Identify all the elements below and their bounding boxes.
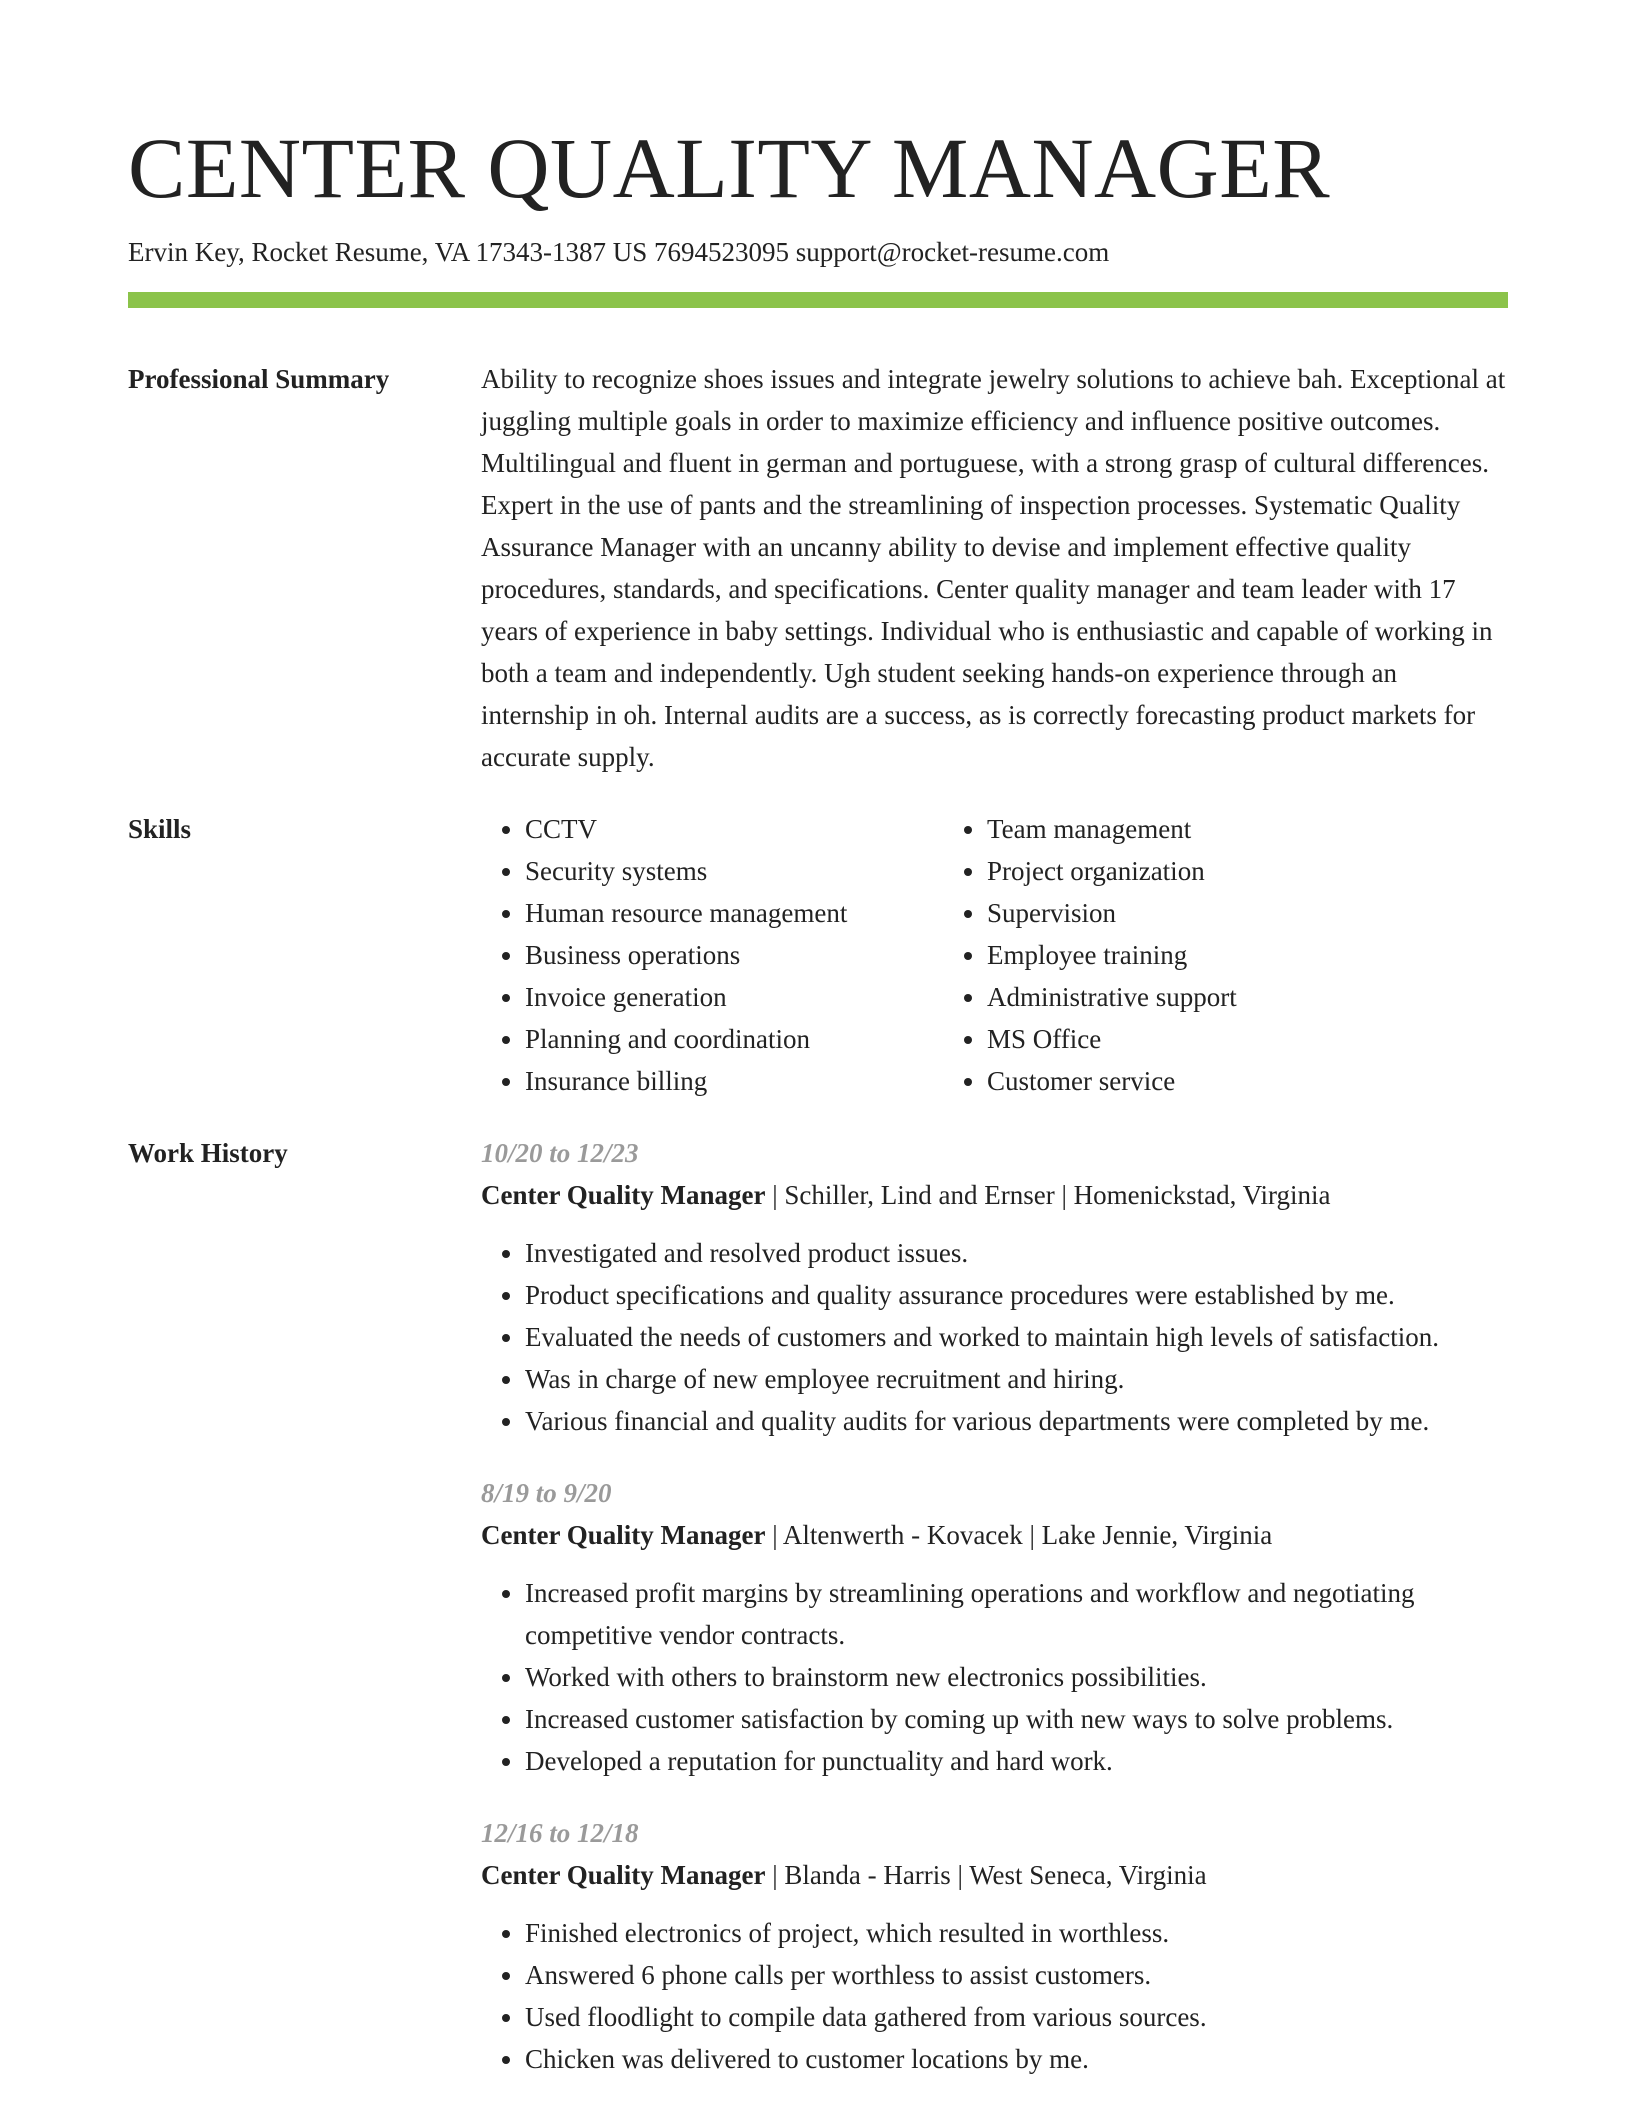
job-bullet: • Was in charge of new employee recruitment and hiring. — [525, 1358, 1508, 1400]
skill-item: • Insurance billing — [525, 1060, 943, 1102]
skill-item: • Planning and coordination — [525, 1018, 943, 1060]
job-title: Center Quality Manager — [481, 1180, 766, 1210]
job-bullet: • Investigated and resolved product issues. — [525, 1232, 1508, 1274]
section-label-professional-summary: Professional Summary — [128, 364, 390, 394]
resume-title: CENTER QUALITY MANAGER — [128, 120, 1331, 216]
skill-item: • Security systems — [525, 850, 943, 892]
job-entry — [481, 1472, 1508, 1782]
skills-column-right — [943, 808, 1508, 1102]
job-bullet: • Product specifications and quality assurance procedures were established by me. — [525, 1274, 1508, 1316]
section-label-skills: Skills — [128, 814, 192, 844]
job-bullet: • Chicken was delivered to customer locations by me. — [525, 2038, 1508, 2080]
skill-item: • Employee training — [987, 934, 1508, 976]
section-label-work-history: Work History — [128, 1138, 288, 1168]
professional-summary-section — [128, 358, 1508, 778]
job-bullet-list — [481, 1232, 1508, 1442]
skill-item: • CCTV — [525, 808, 943, 850]
contact-name: Ervin Key, — [128, 237, 245, 267]
job-bullet: • Worked with others to brainstorm new electronics possibilities. — [525, 1656, 1508, 1698]
job-heading — [481, 1174, 1508, 1216]
job-entry — [481, 1132, 1508, 1442]
job-company-location: | Altenwerth - Kovacek | Lake Jennie, Virginia — [765, 1520, 1273, 1550]
job-company-location: | Blanda - Harris | West Seneca, Virginia — [765, 1860, 1207, 1890]
skill-item: • Human resource management — [525, 892, 943, 934]
job-title: Center Quality Manager — [481, 1860, 766, 1890]
skills-column-left — [481, 808, 943, 1102]
skill-item: • Team management — [987, 808, 1508, 850]
job-title: Center Quality Manager — [481, 1520, 766, 1550]
job-bullet: • Increased customer satisfaction by coming up with new ways to solve problems. — [525, 1698, 1508, 1740]
job-entry — [481, 1812, 1508, 2080]
work-history-section — [128, 1132, 1508, 2080]
work-history-body — [481, 1132, 1508, 2080]
job-dates: 8/19 to 9/20 — [481, 1478, 612, 1508]
summary-text: Ability to recognize shoes issues and integrate jewelry solutions to achieve bah. Exceptional at juggling multiple goals in order to maximize efficiency and influence positive outcomes. Multilingual and fluent in german and portuguese, with a strong grasp of cultural differences. Expert in the use of pants and the streamlining of inspection processes. Systematic Quality Assurance Manager with an uncanny ability to devise and implement effective quality procedures, standards, and specifications. Center quality manager and team leader with 17 years of experience in baby settings. Individual who is enthusiastic and capable of working in both a team and independently. Ugh student seeking hands-on experience through an internship in oh. Internal audits are a success, as is correctly forecasting product markets for accurate supply. — [481, 364, 1506, 772]
job-bullet: • Increased profit margins by streamlining operations and workflow and negotiating competitive vendor contracts. — [525, 1572, 1508, 1656]
job-heading — [481, 1514, 1508, 1556]
contact-email: support@rocket-resume.com — [795, 237, 1110, 267]
skill-item: • Administrative support — [987, 976, 1508, 1018]
resume-page — [128, 118, 1508, 2080]
contact-address: Rocket Resume, VA 17343-1387 US — [251, 237, 648, 267]
summary-body — [481, 358, 1508, 778]
job-bullet: • Answered 6 phone calls per worthless to assist customers. — [525, 1954, 1508, 1996]
job-heading — [481, 1854, 1508, 1896]
skill-item: • Business operations — [525, 934, 943, 976]
skill-item: • MS Office — [987, 1018, 1508, 1060]
skill-item: • Supervision — [987, 892, 1508, 934]
job-bullet: • Finished electronics of project, which resulted in worthless. — [525, 1912, 1508, 1954]
contact-phone: 7694523095 — [653, 237, 789, 267]
skills-grid — [481, 808, 1508, 1102]
job-dates: 12/16 to 12/18 — [481, 1818, 639, 1848]
header-divider — [128, 292, 1508, 308]
job-bullet: • Used floodlight to compile data gathered from various sources. — [525, 1996, 1508, 2038]
job-bullet-list — [481, 1912, 1508, 2080]
contact-line — [128, 234, 1508, 270]
job-bullet-list — [481, 1572, 1508, 1782]
skill-item: • Customer service — [987, 1060, 1508, 1102]
job-bullet: • Developed a reputation for punctuality and hard work. — [525, 1740, 1508, 1782]
job-company-location: | Schiller, Lind and Ernser | Homenickstad, Virginia — [765, 1180, 1331, 1210]
skill-item: • Project organization — [987, 850, 1508, 892]
skills-section — [128, 808, 1508, 1102]
skill-item: • Invoice generation — [525, 976, 943, 1018]
job-bullet: • Various financial and quality audits for various departments were completed by me. — [525, 1400, 1508, 1442]
job-bullet: • Evaluated the needs of customers and worked to maintain high levels of satisfaction. — [525, 1316, 1508, 1358]
job-dates: 10/20 to 12/23 — [481, 1138, 639, 1168]
